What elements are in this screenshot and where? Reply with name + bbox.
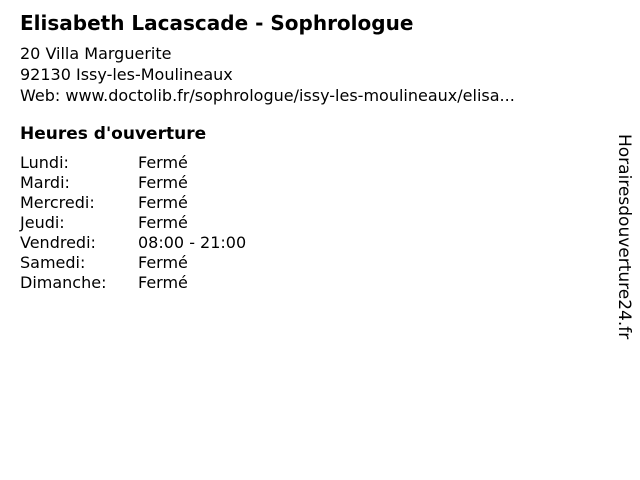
day-label: Dimanche: [20,273,107,292]
opening-hours-heading: Heures d'ouverture [20,124,207,144]
website-link[interactable]: Web: www.doctolib.fr/sophrologue/issy-les-moulineaux/elisa... [20,86,515,105]
hours-value: Fermé [138,213,188,232]
hours-value: Fermé [138,153,188,172]
business-name: Elisabeth Lacascade - Sophrologue [20,11,414,35]
day-label: Mercredi: [20,193,95,212]
hours-value: Fermé [138,173,188,192]
hours-value: Fermé [138,253,188,272]
business-address [20,43,515,106]
site-watermark: Horairesdouverture24.fr [614,134,634,340]
hours-value: Fermé [138,193,188,212]
day-label: Samedi: [20,253,86,272]
hours-value: Fermé [138,273,188,292]
day-label: Lundi: [20,153,69,172]
day-label: Vendredi: [20,233,96,252]
address-street: 20 Villa Marguerite [20,44,172,63]
day-label: Mardi: [20,173,70,192]
day-label: Jeudi: [20,213,65,232]
hours-value: 08:00 - 21:00 [138,233,247,252]
address-city: 92130 Issy-les-Moulineaux [20,65,233,84]
